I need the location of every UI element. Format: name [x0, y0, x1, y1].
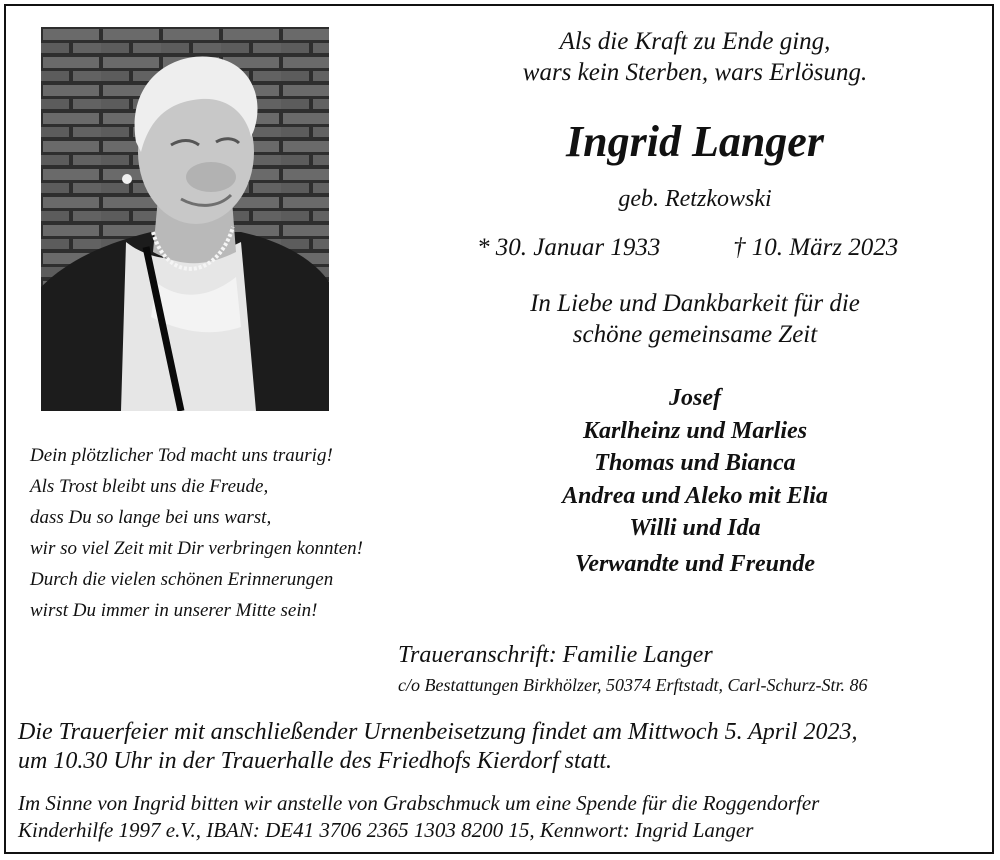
- mourner-entry: Willi und Ida: [629, 515, 761, 541]
- birth-date: * 30. Januar 1933: [477, 234, 661, 261]
- portrait-photo: [41, 27, 329, 411]
- motto: [440, 26, 950, 88]
- relatives-line: Verwandte und Freunde: [574, 551, 816, 577]
- poem-line: dass Du so lange bei uns warst,: [30, 507, 272, 528]
- poem: [30, 440, 363, 626]
- ceremony-info: [18, 718, 857, 776]
- poem-line: Dein plötzlicher Tod macht uns traurig!: [30, 445, 333, 466]
- mourner-entry: Karlheinz und Marlies: [582, 417, 808, 444]
- mourning-address-label: Traueranschrift: Familie Langer: [398, 642, 713, 668]
- ceremony-line: um 10.30 Uhr in der Trauerhalle des Friedhofs Kierdorf statt.: [18, 748, 613, 774]
- donation-line: Kinderhilfe 1997 e.V., IBAN: DE41 3706 2365 1303 8200 15, Kennwort: Ingrid Langer: [18, 818, 754, 842]
- dedication-line: In Liebe und Dankbarkeit für die: [530, 290, 860, 317]
- mourner-entry: Thomas und Bianca: [594, 450, 796, 476]
- mourners-list: [440, 382, 950, 545]
- deceased-name: Ingrid Langer: [566, 117, 824, 166]
- dedication-line: schöne gemeinsame Zeit: [572, 321, 818, 348]
- ceremony-line: Die Trauerfeier mit anschließender Urnenbeisetzung findet am Mittwoch 5. April 2023,: [18, 719, 858, 745]
- donation-info: [18, 790, 819, 844]
- poem-line: Durch die vielen schönen Erinnerungen: [30, 569, 334, 590]
- birth-name: geb. Retzkowski: [618, 186, 772, 212]
- mourner-entry: Andrea und Aleko mit Elia: [562, 482, 828, 509]
- mourner-entry: Josef: [669, 385, 721, 411]
- poem-line: wirst Du immer in unserer Mitte sein!: [30, 600, 318, 621]
- donation-line: Im Sinne von Ingrid bitten wir anstelle von Grabschmuck um eine Spende für die Roggendorfer: [18, 791, 820, 815]
- mourning-address-line: c/o Bestattungen Birkhölzer, 50374 Erftstadt, Carl-Schurz-Str. 86: [398, 675, 868, 695]
- poem-line: wir so viel Zeit mit Dir verbringen konnten!: [30, 538, 363, 559]
- death-date: † 10. März 2023: [733, 234, 899, 261]
- motto-line: wars kein Sterben, wars Erlösung.: [522, 59, 868, 86]
- motto-line: Als die Kraft zu Ende ging,: [559, 28, 831, 55]
- poem-line: Als Trost bleibt uns die Freude,: [30, 476, 269, 497]
- dedication: [440, 288, 950, 350]
